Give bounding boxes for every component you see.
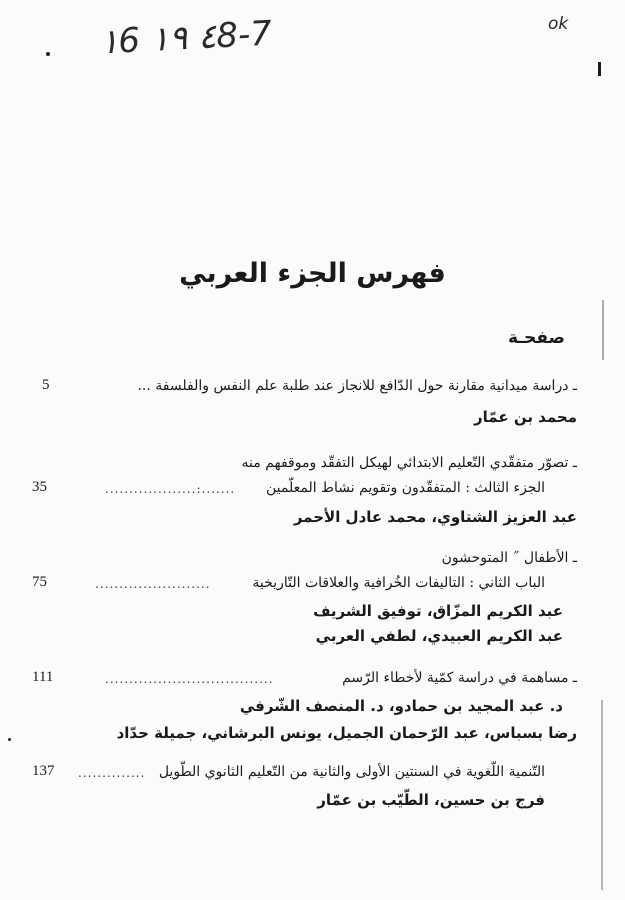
handwritten-reference: ١6 ٤ ١٩8-7 bbox=[99, 13, 273, 63]
ok-mark: ok bbox=[548, 14, 569, 34]
entry-title-line: ـ تصوّر متفقّدي التّعليم الابتدائي لهيكل التفقّد وموقفهم منه bbox=[241, 455, 577, 471]
ink-dot bbox=[46, 52, 50, 56]
entry-subtitle-line: الباب الثاني : التاليفات الخُرافية والعلاقات التّاريخية bbox=[252, 575, 545, 591]
page-number: 35 bbox=[32, 479, 47, 495]
entry-authors: عبد الكريم العبيدي، لطفي العربي bbox=[315, 627, 563, 645]
entry-title-line: ـ دراسة ميدانية مقارنة حول الدّافع للانجاز عند طلبة علم النفس والفلسفة ... bbox=[137, 378, 577, 394]
entry-subtitle-line: الجزء الثالث : المتفقّدون وتقويم نشاط المعلّمين bbox=[265, 480, 545, 496]
page-column-header: صفحـة bbox=[507, 328, 565, 348]
page-number: 5 bbox=[42, 377, 50, 393]
ink-dot bbox=[8, 738, 11, 741]
page-number: 75 bbox=[32, 574, 47, 590]
entry-title-line: التّنمية اللّغوية في السنتين الأولى والثانية من التّعليم الثانوي الطّويل bbox=[158, 764, 545, 780]
page-title: فهرس الجزء العربي bbox=[179, 258, 446, 289]
entry-authors: د. عبد المجيد بن حمادو، د. المنصف الشّرفي bbox=[239, 697, 563, 715]
entry-title-line: ـ الأطفال ˝ المتوحشون bbox=[441, 550, 577, 566]
entry-title-line: ـ مساهمة في دراسة كمّية لأخطاء الرّسم bbox=[342, 670, 577, 686]
dot-leader: ................................... bbox=[105, 672, 274, 686]
scan-edge-mark bbox=[602, 300, 604, 360]
dot-leader: ...................:....... bbox=[105, 482, 236, 496]
entry-authors: رضا بسباس، عبد الرّحمان الجميل، يونس البرشاني، جميلة حدّاد bbox=[116, 724, 577, 742]
entry-authors: فرج بن حسين، الطّيّب بن عمّار bbox=[317, 791, 545, 809]
scan-edge-mark bbox=[601, 700, 603, 890]
entry-authors: محمد بن عمّار bbox=[474, 408, 577, 426]
entry-authors: عبد الكريم المزّاق، توفيق الشريف bbox=[313, 602, 563, 620]
dot-leader: .............. bbox=[78, 766, 146, 780]
page-number: 111 bbox=[32, 669, 54, 685]
page-number: 137 bbox=[32, 763, 55, 779]
entry-authors: عبد العزيز الشتاوي، محمد عادل الأحمر bbox=[293, 508, 577, 526]
dot-leader: ........................ bbox=[95, 577, 211, 591]
scan-edge-mark bbox=[598, 62, 601, 76]
